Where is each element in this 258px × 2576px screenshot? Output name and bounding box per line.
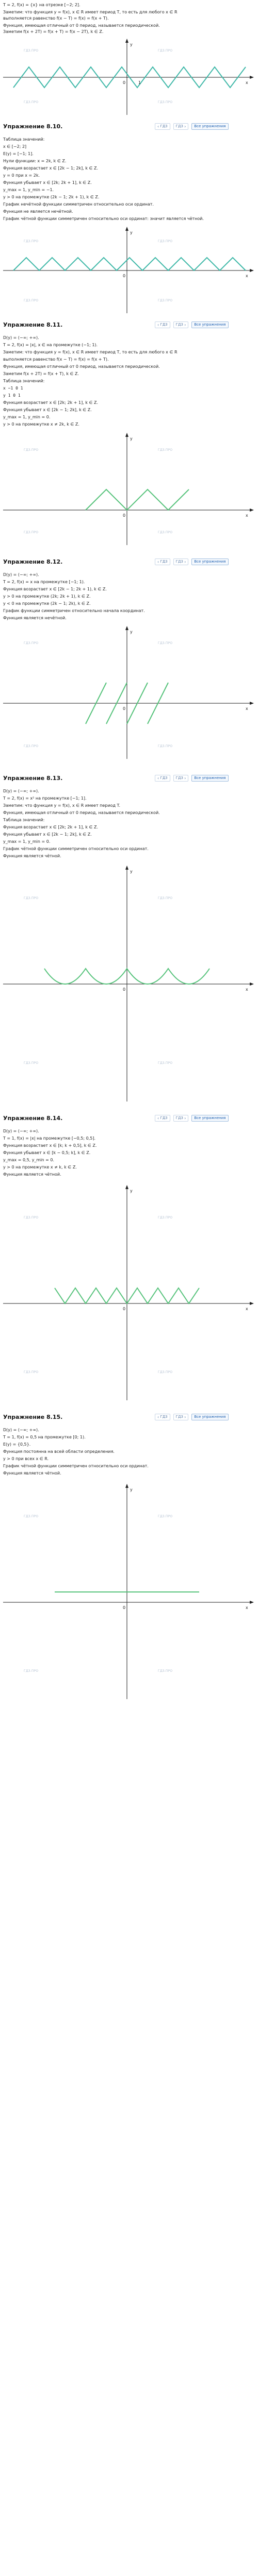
prev-button[interactable]: ‹ ГДЗ <box>155 558 170 565</box>
svg-text:y: y <box>130 230 133 235</box>
text-line: y > 0 на промежутке (2k − 1; 2k + 1), k ∈ Z. <box>3 195 100 199</box>
all-exercises-button[interactable]: Все упражнения <box>191 123 228 130</box>
arrow-left-icon: ‹ <box>157 776 159 781</box>
svg-text:0: 0 <box>123 513 126 518</box>
text-line: выполняется равенство f(x − T) = f(x) = f(x + T). <box>3 16 109 21</box>
text-line: x ∈ [−2; 2] <box>3 144 27 149</box>
watermark-text: ГДЗ.ПРО <box>24 1370 39 1374</box>
watermark-text: ГДЗ.ПРО <box>158 1216 173 1219</box>
page-button[interactable]: ГДЗ › <box>173 1115 189 1122</box>
text-line: Функция возрастает x ∈ [2k; 2k + 1], k ∈ Z. <box>3 400 99 405</box>
exercise-header <box>0 556 258 568</box>
text-line: Функция является чётной. <box>3 1172 61 1177</box>
page-button[interactable]: ГДЗ › <box>173 558 189 565</box>
page-button[interactable]: ГДЗ › <box>173 321 189 328</box>
function-graph <box>3 866 255 1103</box>
watermark-text: ГДЗ.ПРО <box>24 1061 39 1065</box>
text-line: y_max = 1, y_min = −1. <box>3 188 54 192</box>
svg-text:1: 1 <box>138 80 141 85</box>
text-line: T = 1, f(x) = |x| на промежутке [−0,5; 0,5]. <box>3 1136 96 1141</box>
text-line: Функция убывает x ∈ [2k − 1; 2k], k ∈ Z. <box>3 408 92 412</box>
arrow-right-icon: › <box>184 560 186 564</box>
watermark-text: ГДЗ.ПРО <box>24 240 39 243</box>
watermark-text: ГДЗ.ПРО <box>158 448 173 452</box>
svg-text:x: x <box>246 706 248 711</box>
text-line: Заметим: что функция y = f(x), x ∈ R имеет период T. <box>3 803 121 808</box>
arrow-right-icon: › <box>184 1116 186 1121</box>
text-line: Функция убывает x ∈ [2k − 1; 2k], k ∈ Z. <box>3 832 92 837</box>
exercise-title: Упражнение 8.11. <box>3 321 63 328</box>
arrow-left-icon: ‹ <box>157 323 159 327</box>
svg-text:y: y <box>130 1189 133 1193</box>
svg-text:0: 0 <box>123 274 126 278</box>
text-line: Заметим f(x + 2T) = f(x + T) = f(x − 2T), k ∈ Z. <box>3 29 104 34</box>
text-line: Таблица значений: <box>3 379 45 383</box>
watermark-text: ГДЗ.ПРО <box>24 1216 39 1219</box>
arrow-left-icon: ‹ <box>157 560 159 564</box>
exercise-header <box>0 1113 258 1124</box>
text-line: E(y) = [−1; 1]. <box>3 151 34 156</box>
watermark-text: ГДЗ.ПРО <box>24 1669 39 1673</box>
text-line: T = 1, f(x) = 0,5 на промежутке [0; 1). <box>3 1435 86 1439</box>
text-line: Функция возрастает x ∈ [2k; 2k + 1], k ∈ Z. <box>3 825 99 829</box>
prev-button[interactable]: ‹ ГДЗ <box>155 775 170 782</box>
svg-text:x: x <box>246 987 248 992</box>
arrow-left-icon: ‹ <box>157 124 159 129</box>
prev-button[interactable]: ‹ ГДЗ <box>155 123 170 130</box>
text-line: y > 0 на промежутке x ≠ k, k ∈ Z. <box>3 1165 77 1170</box>
exercise-header <box>0 319 258 331</box>
function-graph <box>3 1484 255 1700</box>
watermark-text: ГДЗ.ПРО <box>158 299 173 302</box>
exercise-nav <box>155 1414 229 1420</box>
text-line: График чётной функции симметричен относительно оси ординат: значит является чётной. <box>3 216 204 221</box>
text-line: T = 2, f(x) = |x|, x ∈ на промежутке (−1; 1). <box>3 343 98 347</box>
text-line: График функции симметричен относительно начала координат. <box>3 608 145 613</box>
watermark-text: ГДЗ.ПРО <box>24 744 39 748</box>
text-line: D(y) = (−∞; +∞). <box>3 789 39 793</box>
svg-text:y: y <box>130 630 133 634</box>
exercise-nav <box>155 124 229 129</box>
watermark-text: ГДЗ.ПРО <box>158 1061 173 1065</box>
svg-text:0: 0 <box>123 80 126 85</box>
watermark-text: ГДЗ.ПРО <box>24 1515 39 1518</box>
text-line: Заметим f(x + 2T) = f(x + T), k ∈ Z. <box>3 371 79 376</box>
text-line: Таблица значений: <box>3 137 45 142</box>
watermark-text: ГДЗ.ПРО <box>158 896 173 900</box>
watermark-text: ГДЗ.ПРО <box>158 1669 173 1673</box>
watermark-text: ГДЗ.ПРО <box>24 100 39 104</box>
text-line: D(y) = (−∞; +∞). <box>3 572 39 577</box>
watermark-text: ГДЗ.ПРО <box>158 744 173 748</box>
value-table-row: y 1 0 1 <box>3 393 21 398</box>
arrow-right-icon: › <box>184 776 186 781</box>
svg-text:x: x <box>246 274 248 278</box>
all-exercises-button[interactable]: Все упражнения <box>191 1414 228 1420</box>
text-line: График чётной функции симметричен относительно оси ординат. <box>3 1464 149 1468</box>
svg-text:0: 0 <box>123 706 126 711</box>
exercise-header <box>0 773 258 784</box>
svg-text:y: y <box>130 436 133 441</box>
prev-button[interactable]: ‹ ГДЗ <box>155 1414 170 1420</box>
all-exercises-button[interactable]: Все упражнения <box>191 321 228 328</box>
svg-text:0: 0 <box>123 1605 126 1610</box>
value-table-row: x −1 0 1 <box>3 386 23 391</box>
text-line: D(y) = (−∞; +∞). <box>3 1428 39 1432</box>
function-graph <box>3 39 255 116</box>
function-graph <box>3 433 255 546</box>
text-line: Функция постоянна на всей области определения. <box>3 1449 115 1454</box>
text-line: Функция, имеющая отличный от 0 период, называется периодической. <box>3 810 160 815</box>
text-line: Функция, имеющая отличный от 0 период, называется периодической. <box>3 364 160 369</box>
exercise-title: Упражнение 8.10. <box>3 123 63 130</box>
text-line: Функция является чётной. <box>3 854 61 858</box>
arrow-left-icon: ‹ <box>157 1415 159 1419</box>
watermark-text: ГДЗ.ПРО <box>24 896 39 900</box>
watermark-text: ГДЗ.ПРО <box>158 240 173 243</box>
all-exercises-button[interactable]: Все упражнения <box>191 1115 228 1122</box>
text-line: Функция не является нечётной. <box>3 209 73 214</box>
watermark-text: ГДЗ.ПРО <box>24 299 39 302</box>
text-line: D(y) = (−∞; +∞). <box>3 335 39 340</box>
watermark-text: ГДЗ.ПРО <box>24 531 39 534</box>
watermark-text: ГДЗ.ПРО <box>24 49 39 53</box>
text-line: Функция возрастает x ∈ [2k − 1; 2k + 1), k ∈ Z. <box>3 587 107 591</box>
exercise-nav <box>155 322 229 328</box>
svg-text:y: y <box>130 42 133 47</box>
watermark-text: ГДЗ.ПРО <box>158 100 173 104</box>
text-line: Функция является чётной. <box>3 1471 61 1476</box>
exercise-title: Упражнение 8.14. <box>3 1115 63 1122</box>
watermark-text: ГДЗ.ПРО <box>24 641 39 645</box>
all-exercises-button[interactable]: Все упражнения <box>191 558 228 565</box>
exercise-title: Упражнение 8.12. <box>3 558 63 565</box>
prev-button[interactable]: ‹ ГДЗ <box>155 321 170 328</box>
text-line: y < 0 на промежутке (2k − 1; 2k), k ∈ Z. <box>3 601 91 606</box>
function-graph <box>3 227 255 314</box>
text-line: D(y) = (−∞; +∞). <box>3 1129 39 1133</box>
svg-text:x: x <box>246 80 248 85</box>
svg-text:y: y <box>130 1487 133 1492</box>
arrow-right-icon: › <box>184 1415 186 1419</box>
page-button[interactable]: ГДЗ › <box>173 123 189 130</box>
text-line: Функция убывает x ∈ [2k; 2k + 1], k ∈ Z. <box>3 180 92 185</box>
text-line: T = 2, f(x) = {x} на отрезке [−2; 2]. <box>3 3 80 7</box>
watermark-text: ГДЗ.ПРО <box>158 49 173 53</box>
function-graph <box>3 1185 255 1401</box>
function-graph <box>3 626 255 760</box>
svg-text:0: 0 <box>123 1307 126 1311</box>
arrow-right-icon: › <box>184 124 186 129</box>
text-line: y_max = 1, y_min = 0. <box>3 839 51 844</box>
prev-button[interactable]: ‹ ГДЗ <box>155 1115 170 1122</box>
svg-text:x: x <box>246 1307 248 1311</box>
text-line: Нули функции: x = 2k, k ∈ Z. <box>3 159 67 163</box>
svg-text:y: y <box>130 869 133 874</box>
text-line: Функция возрастает x ∈ [k; k + 0,5], k ∈ Z. <box>3 1143 97 1148</box>
text-line: График чётной функции симметричен относительно оси ординат. <box>3 846 149 851</box>
text-line: Заметим: что функция y = f(x), x ∈ R имеет период T, то есть для любого x ∈ R <box>3 350 178 354</box>
exercise-title: Упражнение 8.13. <box>3 775 63 782</box>
exercise-nav <box>155 559 229 565</box>
page-button[interactable]: ГДЗ › <box>173 775 189 782</box>
watermark-text: ГДЗ.ПРО <box>158 1370 173 1374</box>
watermark-text: ГДЗ.ПРО <box>24 448 39 452</box>
text-line: T = 2, f(x) = x² на промежутке [−1; 1]. <box>3 796 87 801</box>
text-line: Функция убывает x ∈ [k − 0,5; k], k ∈ Z. <box>3 1150 91 1155</box>
exercise-header <box>0 1412 258 1423</box>
text-line: y_max = 1, y_min = 0. <box>3 415 51 419</box>
svg-text:x: x <box>246 513 248 518</box>
arrow-left-icon: ‹ <box>157 1116 159 1121</box>
svg-text:0: 0 <box>123 987 126 992</box>
text-line: Заметим: что функция y = f(x), x ∈ R имеет период T, то есть для любого x ∈ R <box>3 10 178 14</box>
text-line: График нечётной функции симметричен относительно оси ординат. <box>3 202 154 207</box>
text-line: y_max = 0,5, y_min = 0. <box>3 1158 55 1162</box>
watermark-text: ГДЗ.ПРО <box>158 531 173 534</box>
exercise-nav <box>155 1115 229 1121</box>
text-line: T = 2, f(x) = x на промежутке [−1; 1). <box>3 580 85 584</box>
text-line: y > 0 на промежутке (2k; 2k + 1), k ∈ Z. <box>3 594 91 599</box>
exercise-header <box>0 121 258 132</box>
exercise-nav <box>155 775 229 781</box>
text-line: Таблица значений: <box>3 818 45 822</box>
text-line: y > 0 при всех x ∈ R. <box>3 1456 49 1461</box>
svg-text:x: x <box>246 1605 248 1610</box>
watermark-text: ГДЗ.ПРО <box>158 641 173 645</box>
text-line: y = 0 при x = 2k. <box>3 173 40 178</box>
text-line: E(y) = {0,5}. <box>3 1442 31 1447</box>
text-line: Функция возрастает x ∈ [2k − 1; 2k], k ∈ Z. <box>3 166 99 171</box>
text-line: выполняется равенство f(x − T) = f(x) = f(x + T). <box>3 357 109 362</box>
exercise-title: Упражнение 8.15. <box>3 1414 63 1420</box>
arrow-right-icon: › <box>184 323 186 327</box>
page-button[interactable]: ГДЗ › <box>173 1414 189 1420</box>
all-exercises-button[interactable]: Все упражнения <box>191 775 228 782</box>
text-line: Функция, имеющая отличный от 0 период, называется периодической. <box>3 23 160 28</box>
text-line: Функция является нечётной. <box>3 616 67 620</box>
watermark-text: ГДЗ.ПРО <box>158 1515 173 1518</box>
text-line: y > 0 на промежутке x ≠ 2k, k ∈ Z. <box>3 422 79 427</box>
